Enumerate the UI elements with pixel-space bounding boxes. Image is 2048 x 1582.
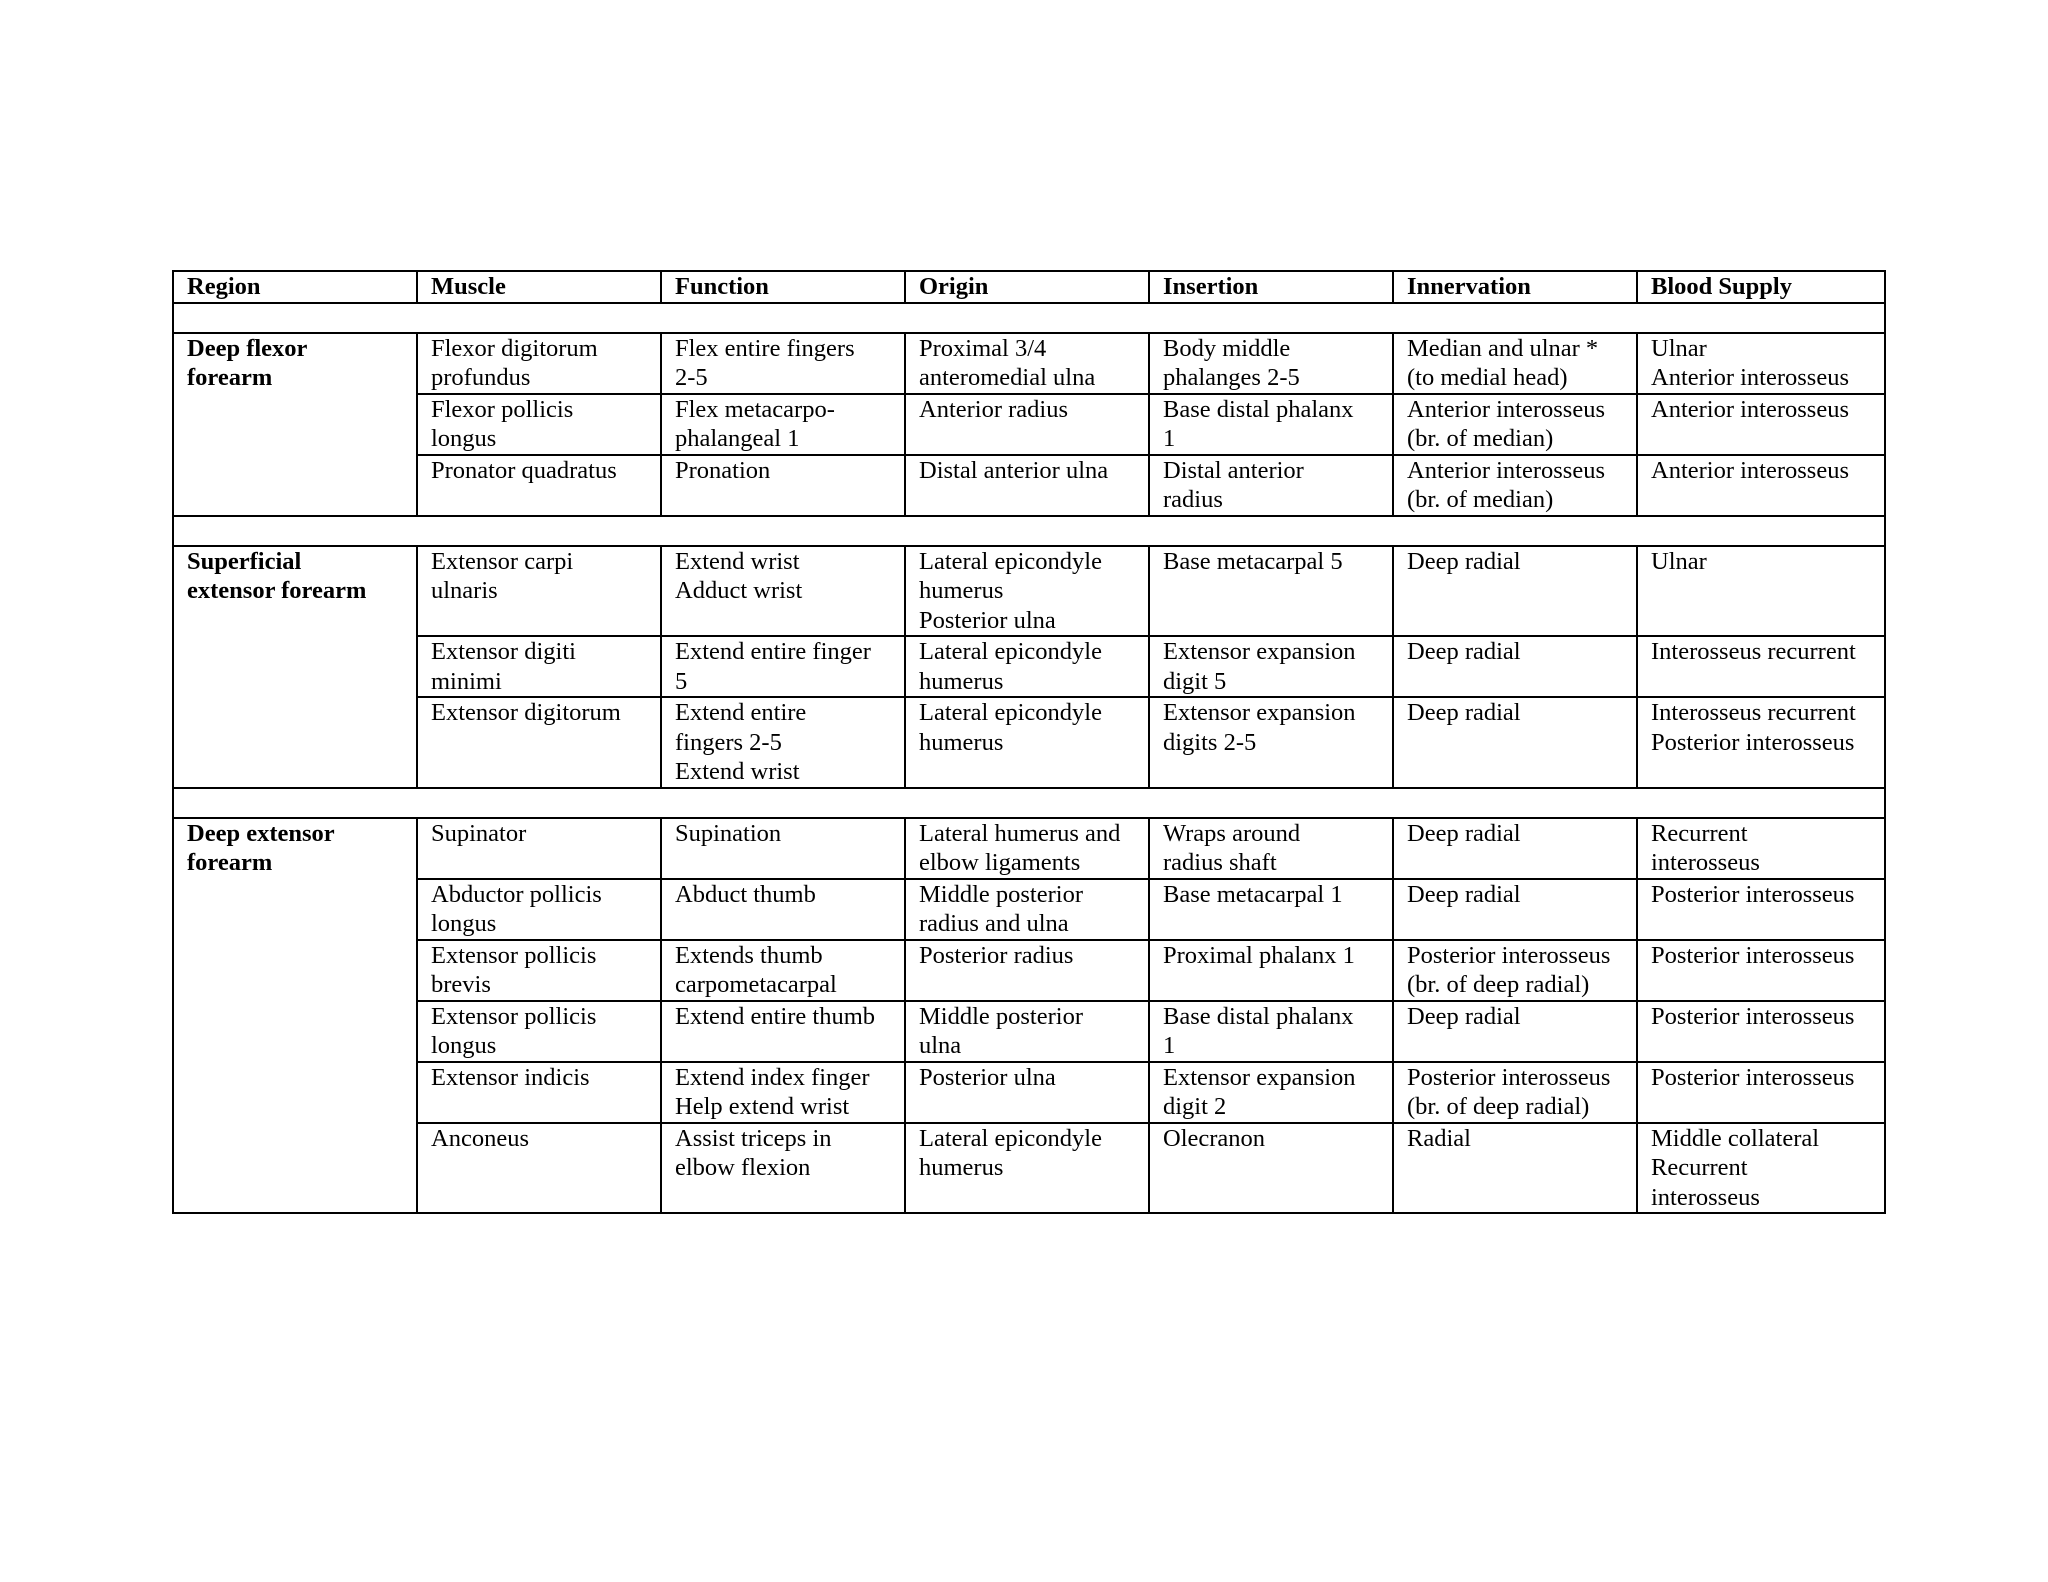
muscle-cell: Extensor digitorum bbox=[417, 697, 661, 788]
innervation-cell: Deep radial bbox=[1393, 546, 1637, 637]
table-row bbox=[173, 333, 1885, 394]
insertion-cell: Body middle phalanges 2-5 bbox=[1149, 333, 1393, 394]
header-innervation: Innervation bbox=[1393, 271, 1637, 303]
spacer-row bbox=[173, 516, 1885, 546]
table-row bbox=[173, 940, 1885, 1001]
function-cell: Extend entire fingers 2-5 Extend wrist bbox=[661, 697, 905, 788]
muscle-cell: Extensor pollicis longus bbox=[417, 1001, 661, 1062]
spacer-cell bbox=[173, 303, 1885, 333]
function-cell: Extends thumb carpometacarpal bbox=[661, 940, 905, 1001]
header-region: Region bbox=[173, 271, 417, 303]
insertion-cell: Base metacarpal 1 bbox=[1149, 879, 1393, 940]
innervation-cell: Deep radial bbox=[1393, 879, 1637, 940]
function-cell: Extend index finger Help extend wrist bbox=[661, 1062, 905, 1123]
muscle-cell: Flexor pollicis longus bbox=[417, 394, 661, 455]
function-cell: Flex entire fingers 2-5 bbox=[661, 333, 905, 394]
origin-cell: Distal anterior ulna bbox=[905, 455, 1149, 516]
muscle-cell: Flexor digitorum profundus bbox=[417, 333, 661, 394]
innervation-cell: Deep radial bbox=[1393, 697, 1637, 788]
header-muscle: Muscle bbox=[417, 271, 661, 303]
blood-supply-cell: Ulnar Anterior interosseus bbox=[1637, 333, 1885, 394]
table-row bbox=[173, 546, 1885, 637]
function-cell: Abduct thumb bbox=[661, 879, 905, 940]
table-row bbox=[173, 697, 1885, 788]
insertion-cell: Base distal phalanx 1 bbox=[1149, 1001, 1393, 1062]
blood-supply-cell: Middle collateral Recurrent interosseus bbox=[1637, 1123, 1885, 1214]
blood-supply-cell: Anterior interosseus bbox=[1637, 394, 1885, 455]
region-cell: Superficial extensor forearm bbox=[173, 546, 417, 788]
origin-cell: Anterior radius bbox=[905, 394, 1149, 455]
origin-cell: Proximal 3/4 anteromedial ulna bbox=[905, 333, 1149, 394]
origin-cell: Posterior ulna bbox=[905, 1062, 1149, 1123]
innervation-cell: Median and ulnar * (to medial head) bbox=[1393, 333, 1637, 394]
muscle-cell: Extensor carpi ulnaris bbox=[417, 546, 661, 637]
function-cell: Pronation bbox=[661, 455, 905, 516]
muscle-cell: Abductor pollicis longus bbox=[417, 879, 661, 940]
muscle-cell: Pronator quadratus bbox=[417, 455, 661, 516]
innervation-cell: Deep radial bbox=[1393, 636, 1637, 697]
insertion-cell: Extensor expansion digit 5 bbox=[1149, 636, 1393, 697]
function-cell: Extend wrist Adduct wrist bbox=[661, 546, 905, 637]
table-row bbox=[173, 818, 1885, 879]
forearm-muscle-table bbox=[172, 270, 1886, 1214]
insertion-cell: Distal anterior radius bbox=[1149, 455, 1393, 516]
table-row bbox=[173, 879, 1885, 940]
innervation-cell: Radial bbox=[1393, 1123, 1637, 1214]
innervation-cell: Deep radial bbox=[1393, 1001, 1637, 1062]
muscle-cell: Anconeus bbox=[417, 1123, 661, 1214]
function-cell: Extend entire thumb bbox=[661, 1001, 905, 1062]
blood-supply-cell: Anterior interosseus bbox=[1637, 455, 1885, 516]
header-function: Function bbox=[661, 271, 905, 303]
origin-cell: Lateral epicondyle humerus bbox=[905, 636, 1149, 697]
blood-supply-cell: Posterior interosseus bbox=[1637, 879, 1885, 940]
blood-supply-cell: Ulnar bbox=[1637, 546, 1885, 637]
header-blood-supply: Blood Supply bbox=[1637, 271, 1885, 303]
origin-cell: Middle posterior radius and ulna bbox=[905, 879, 1149, 940]
spacer-cell bbox=[173, 516, 1885, 546]
innervation-cell: Posterior interosseus (br. of deep radial) bbox=[1393, 940, 1637, 1001]
muscle-cell: Extensor pollicis brevis bbox=[417, 940, 661, 1001]
function-cell: Assist triceps in elbow flexion bbox=[661, 1123, 905, 1214]
function-cell: Extend entire finger 5 bbox=[661, 636, 905, 697]
origin-cell: Lateral epicondyle humerus Posterior ulna bbox=[905, 546, 1149, 637]
innervation-cell: Deep radial bbox=[1393, 818, 1637, 879]
origin-cell: Posterior radius bbox=[905, 940, 1149, 1001]
muscle-cell: Supinator bbox=[417, 818, 661, 879]
blood-supply-cell: Posterior interosseus bbox=[1637, 1001, 1885, 1062]
origin-cell: Lateral epicondyle humerus bbox=[905, 1123, 1149, 1214]
region-cell: Deep flexor forearm bbox=[173, 333, 417, 516]
insertion-cell: Wraps around radius shaft bbox=[1149, 818, 1393, 879]
innervation-cell: Anterior interosseus (br. of median) bbox=[1393, 394, 1637, 455]
spacer-row bbox=[173, 788, 1885, 818]
function-cell: Flex metacarpo- phalangeal 1 bbox=[661, 394, 905, 455]
spacer-cell bbox=[173, 788, 1885, 818]
origin-cell: Lateral epicondyle humerus bbox=[905, 697, 1149, 788]
spacer-row bbox=[173, 303, 1885, 333]
muscle-cell: Extensor digiti minimi bbox=[417, 636, 661, 697]
table-row bbox=[173, 394, 1885, 455]
innervation-cell: Anterior interosseus (br. of median) bbox=[1393, 455, 1637, 516]
origin-cell: Middle posterior ulna bbox=[905, 1001, 1149, 1062]
table-body bbox=[173, 303, 1885, 1214]
table-row bbox=[173, 455, 1885, 516]
table-row bbox=[173, 1062, 1885, 1123]
insertion-cell: Base distal phalanx 1 bbox=[1149, 394, 1393, 455]
innervation-cell: Posterior interosseus (br. of deep radial) bbox=[1393, 1062, 1637, 1123]
muscle-cell: Extensor indicis bbox=[417, 1062, 661, 1123]
insertion-cell: Proximal phalanx 1 bbox=[1149, 940, 1393, 1001]
table-row bbox=[173, 1001, 1885, 1062]
insertion-cell: Extensor expansion digits 2-5 bbox=[1149, 697, 1393, 788]
blood-supply-cell: Recurrent interosseus bbox=[1637, 818, 1885, 879]
insertion-cell: Extensor expansion digit 2 bbox=[1149, 1062, 1393, 1123]
header-insertion: Insertion bbox=[1149, 271, 1393, 303]
blood-supply-cell: Interosseus recurrent bbox=[1637, 636, 1885, 697]
blood-supply-cell: Posterior interosseus bbox=[1637, 940, 1885, 1001]
blood-supply-cell: Interosseus recurrent Posterior interosseus bbox=[1637, 697, 1885, 788]
header-row bbox=[173, 271, 1885, 303]
insertion-cell: Base metacarpal 5 bbox=[1149, 546, 1393, 637]
region-cell: Deep extensor forearm bbox=[173, 818, 417, 1214]
origin-cell: Lateral humerus and elbow ligaments bbox=[905, 818, 1149, 879]
insertion-cell: Olecranon bbox=[1149, 1123, 1393, 1214]
table-row bbox=[173, 636, 1885, 697]
blood-supply-cell: Posterior interosseus bbox=[1637, 1062, 1885, 1123]
function-cell: Supination bbox=[661, 818, 905, 879]
header-origin: Origin bbox=[905, 271, 1149, 303]
table-row bbox=[173, 1123, 1885, 1214]
